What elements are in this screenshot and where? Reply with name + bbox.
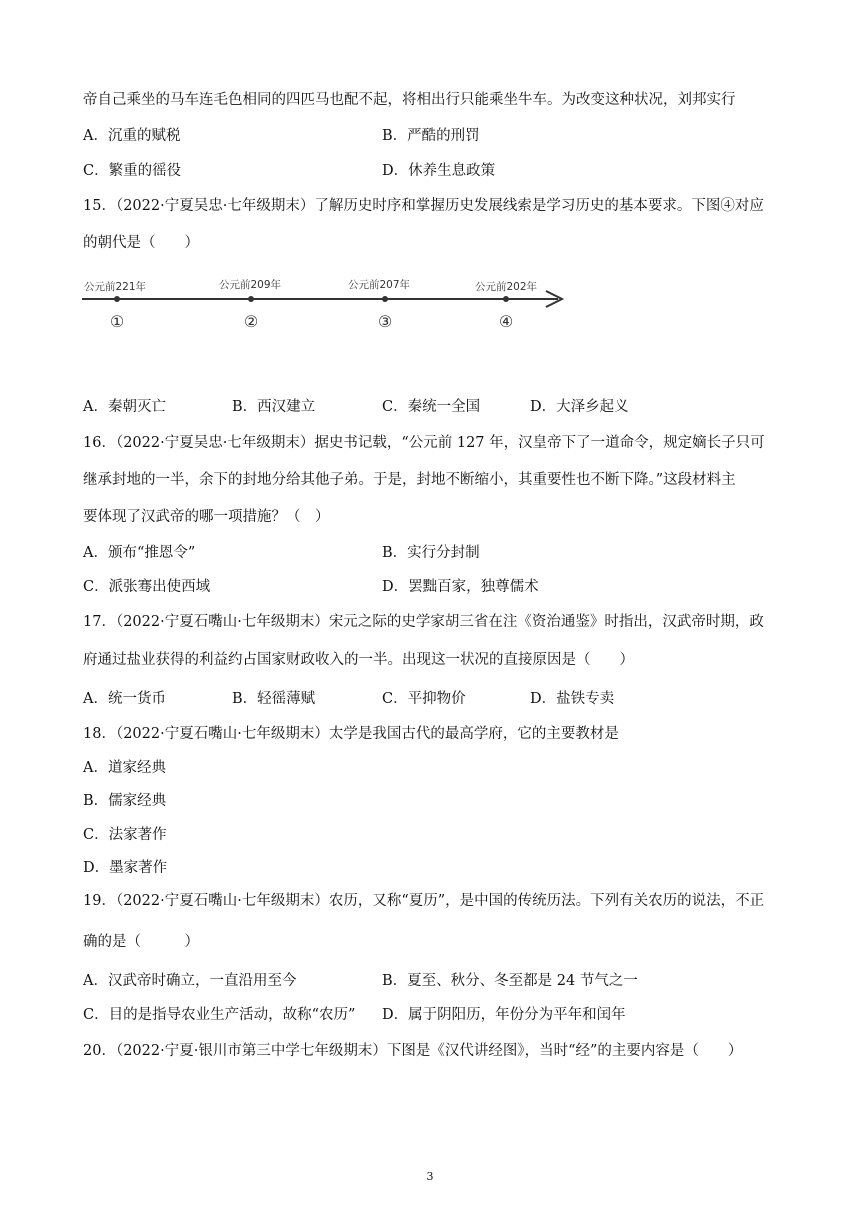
q15-option-b[interactable]: B．西汉建立	[232, 399, 316, 415]
q18-option-c[interactable]: C．法家著作	[83, 827, 167, 843]
q19-stem-line2: 确的是（ ）	[83, 934, 199, 950]
q14-option-a[interactable]: A．沉重的赋税	[83, 128, 181, 144]
timeline-marker-1: ①	[109, 312, 125, 331]
q14-option-c[interactable]: C．繁重的徭役	[83, 163, 182, 179]
q16-option-c[interactable]: C．派张骞出使西域	[83, 579, 211, 595]
q17-stem-line2: 府通过盐业获得的利益约占国家财政收入的一半。出现这一状况的直接原因是（ ）	[83, 652, 634, 668]
q19-stem-line1: 19．（2022·宁夏石嘴山·七年级期末）农历，又称“夏历”，是中国的传统历法。下列有关农历的说法，不正	[83, 893, 765, 909]
q14-stem-tail: 帝自己乘坐的马车连毛色相同的四匹马也配不起，将相出行只能乘坐牛车。为改变这种状况，刘邦实行	[83, 92, 736, 108]
q15-stem-line2: 的朝代是（ ）	[83, 235, 199, 251]
q19-option-c[interactable]: C．目的是指导农业生产活动，故称“农历”	[83, 1007, 356, 1023]
q17-option-c[interactable]: C．平抑物价	[382, 691, 466, 707]
q18-option-d[interactable]: D．墨家著作	[83, 860, 168, 876]
q17-option-b[interactable]: B．轻徭薄赋	[232, 691, 316, 707]
timeline-label-4: 公元前202年	[475, 281, 538, 293]
page-number: 3	[426, 1170, 434, 1183]
q15-option-a[interactable]: A．秦朝灭亡	[83, 399, 166, 415]
q18-option-a[interactable]: A．道家经典	[83, 760, 166, 776]
q16-option-a[interactable]: A．颁布“推恩令”	[83, 545, 196, 561]
q17-option-d[interactable]: D．盐铁专卖	[530, 691, 615, 707]
timeline-tick-1	[114, 296, 120, 302]
q15-stem-line1: 15．（2022·宁夏吴忠·七年级期末）了解历史时序和掌握历史发展线索是学习历史的基本要求。下图④对应	[83, 198, 764, 214]
q16-option-d[interactable]: D．罢黜百家，独尊儒术	[382, 579, 539, 595]
timeline-tick-2	[248, 296, 254, 302]
q14-option-d[interactable]: D．休养生息政策	[382, 163, 496, 179]
q15-option-d[interactable]: D．大泽乡起义	[530, 399, 629, 415]
q18-option-b[interactable]: B．儒家经典	[83, 793, 167, 809]
q16-stem-line2: 继承封地的一半，余下的封地分给其他子弟。于是，封地不断缩小，其重要性也不断下降。”这段材料主	[83, 472, 736, 488]
q17-option-a[interactable]: A．统一货币	[83, 691, 166, 707]
q19-option-b[interactable]: B．夏至、秋分、冬至都是 24 节气之一	[382, 973, 638, 989]
timeline-tick-3	[382, 296, 388, 302]
q20-stem-line1: 20．（2022·宁夏·银川市第三中学七年级期末）下图是《汉代讲经图》，当时“经”的主要内容是（ ）	[83, 1043, 743, 1059]
timeline-label-3: 公元前207年	[348, 279, 411, 291]
q19-option-a[interactable]: A．汉武帝时确立，一直沿用至今	[83, 973, 297, 989]
timeline-marker-3: ③	[377, 312, 393, 331]
q17-stem-line1: 17．（2022·宁夏石嘴山·七年级期末）宋元之际的史学家胡三省在注《资治通鉴》时指出，汉武帝时期，政	[83, 614, 764, 630]
timeline-marker-4: ④	[498, 312, 514, 331]
q15-option-c[interactable]: C．秦统一全国	[382, 399, 481, 415]
timeline-marker-2: ②	[243, 312, 259, 331]
timeline-label-1: 公元前221年	[84, 281, 147, 293]
q16-stem-line3: 要体现了汉武帝的哪一项措施？（ ）	[83, 509, 330, 525]
q18-stem-line1: 18．（2022·宁夏石嘴山·七年级期末）太学是我国古代的最高学府，它的主要教材是	[83, 726, 619, 742]
timeline-label-2: 公元前209年	[219, 279, 282, 291]
q19-option-d[interactable]: D．属于阴阳历，年份分为平年和闰年	[382, 1007, 626, 1023]
q15-timeline	[80, 270, 570, 340]
timeline-tick-4	[503, 296, 509, 302]
q16-option-b[interactable]: B．实行分封制	[382, 545, 480, 561]
q16-stem-line1: 16．（2022·宁夏吴忠·七年级期末）据史书记载，“公元前 127 年，汉皇帝下了一道命令，规定嫡长子只可	[83, 435, 765, 451]
q14-option-b[interactable]: B．严酷的刑罚	[382, 128, 480, 144]
